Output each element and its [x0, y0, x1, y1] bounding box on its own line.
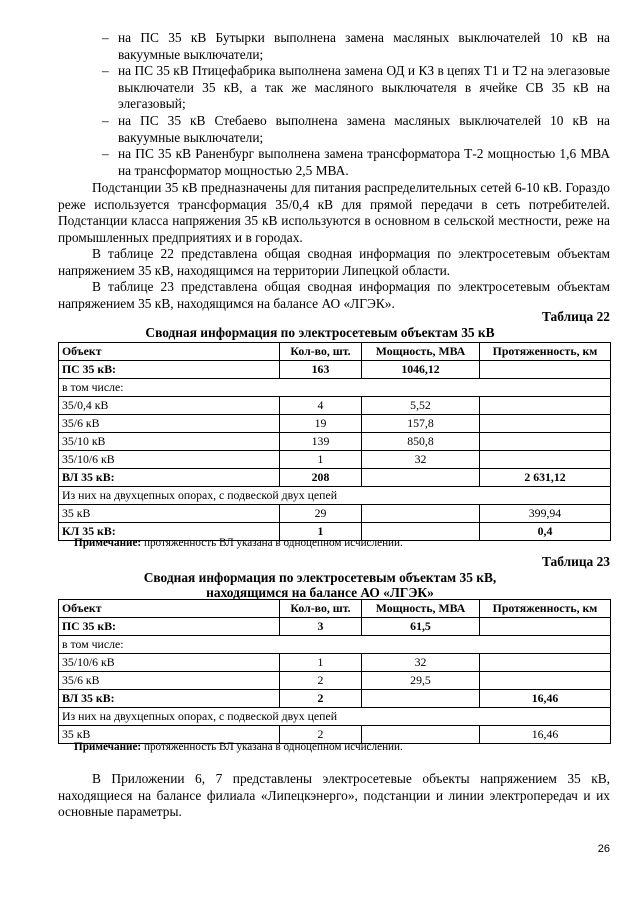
table-cell: 2 — [280, 672, 362, 690]
table-cell: 61,5 — [362, 618, 480, 636]
table-cell — [480, 618, 611, 636]
table-cell: 19 — [280, 415, 362, 433]
bullet-item: – на ПС 35 кВ Бутырки выполнена замена масляных выключателей 10 кВ на вакуумные выключатели; — [102, 30, 610, 62]
bullet-item: – на ПС 35 кВ Раненбург выполнена замена трансформатора Т-2 мощностью 1,6 МВА на трансформатор мощностью 2,5 МВА. — [102, 146, 610, 178]
table-cell — [480, 397, 611, 415]
table-row — [59, 469, 611, 487]
table-cell: в том числе: — [59, 379, 611, 397]
bullet-item: – на ПС 35 кВ Стебаево выполнена замена масляных выключателей 10 кВ на вакуумные выключатели; — [102, 112, 610, 145]
table-cell: 35/6 кВ — [59, 415, 280, 433]
bullet-text: на ПС 35 кВ Раненбург выполнена замена трансформатора Т-2 мощностью 1,6 МВА на трансформатор мощностью 2,5 МВА. — [118, 146, 610, 178]
table-row — [59, 451, 611, 469]
table-row — [59, 487, 611, 505]
table-cell: 1 — [280, 654, 362, 672]
table22-label: Таблица 22 — [541, 309, 610, 324]
table23-note — [74, 741, 403, 753]
note-label: Примечание: — [74, 741, 142, 753]
table-cell: 35/10/6 кВ — [59, 451, 280, 469]
table-cell: 35/0,4 кВ — [59, 397, 280, 415]
table-row — [59, 618, 611, 636]
bullet-text: на ПС 35 кВ Бутырки выполнена замена масляных выключателей 10 кВ на вакуумные выключатели; — [118, 30, 610, 62]
table-row — [59, 433, 611, 451]
table-cell: 2 — [280, 726, 362, 744]
table-cell: Из них на двухцепных опорах, с подвеской двух цепей — [59, 708, 611, 726]
table-cell: 850,8 — [362, 433, 480, 451]
table-cell: 35 кВ — [59, 505, 280, 523]
table-cell: 35/10/6 кВ — [59, 654, 280, 672]
column-header: Протяженность, км — [480, 600, 611, 618]
bullet-list — [58, 30, 610, 179]
table23-title-line2: находящимся на балансе АО «ЛГЭК» — [206, 585, 434, 600]
table22-note — [74, 537, 403, 549]
column-header: Кол-во, шт. — [280, 343, 362, 361]
table-cell: Из них на двухцепных опорах, с подвеской двух цепей — [59, 487, 611, 505]
table-cell: 1 — [280, 451, 362, 469]
table-cell: 2 — [280, 690, 362, 708]
table-cell: КЛ 35 кВ: — [59, 523, 280, 541]
table-cell: 35 кВ — [59, 726, 280, 744]
table22-title: Сводная информация по электросетевым объектам 35 кВ — [145, 325, 495, 340]
paragraph-table23-intro: В таблице 23 представлена общая сводная информация по электросетевым объектам напряжением 35 кВ, находящимся на балансе АО «ЛГЭК». — [58, 279, 610, 311]
table-cell: 29,5 — [362, 672, 480, 690]
table-cell: ПС 35 кВ: — [59, 361, 280, 379]
table-cell: 4 — [280, 397, 362, 415]
table-cell: 5,52 — [362, 397, 480, 415]
table-cell: ПС 35 кВ: — [59, 618, 280, 636]
table-row — [59, 654, 611, 672]
table-cell: ВЛ 35 кВ: — [59, 690, 280, 708]
column-header: Мощность, МВА — [362, 343, 480, 361]
table22 — [58, 342, 611, 541]
table-cell — [362, 469, 480, 487]
table-row — [59, 379, 611, 397]
table-cell — [480, 415, 611, 433]
table23-label: Таблица 23 — [541, 554, 610, 569]
note-label: Примечание: — [74, 537, 142, 549]
column-header: Объект — [59, 600, 280, 618]
table-cell — [480, 451, 611, 469]
table-cell: 16,46 — [480, 726, 611, 744]
column-header: Кол-во, шт. — [280, 600, 362, 618]
table-row — [59, 415, 611, 433]
table-cell: 3 — [280, 618, 362, 636]
note-text: протяженность ВЛ указана в одноцепном исчислении. — [141, 741, 403, 753]
table-cell: 157,8 — [362, 415, 480, 433]
table-cell: 163 — [280, 361, 362, 379]
table-row — [59, 636, 611, 654]
table-row — [59, 397, 611, 415]
column-header: Протяженность, км — [480, 343, 611, 361]
table-row — [59, 708, 611, 726]
table-cell: 2 631,12 — [480, 469, 611, 487]
bullet-text: на ПС 35 кВ Стебаево выполнена замена масляных выключателей 10 кВ на вакуумные выключатели; — [118, 112, 610, 145]
table-cell: 1 — [280, 523, 362, 541]
table-cell — [480, 654, 611, 672]
column-header: Мощность, МВА — [362, 600, 480, 618]
table-cell: ВЛ 35 кВ: — [59, 469, 280, 487]
table-cell — [362, 690, 480, 708]
table-row — [59, 672, 611, 690]
table-row — [59, 505, 611, 523]
table-cell: 139 — [280, 433, 362, 451]
table23-title-line1: Сводная информация по электросетевым объектам 35 кВ, — [143, 570, 497, 585]
note-text: протяженность ВЛ указана в одноцепном исчислении. — [141, 537, 403, 549]
table-cell: 29 — [280, 505, 362, 523]
table-cell — [480, 433, 611, 451]
table-cell — [362, 505, 480, 523]
paragraph-substations: Подстанции 35 кВ предназначены для питания распределительных сетей 6-10 кВ. Гораздо реже используется трансформация 35/0,4 кВ для прямой передачи в сеть потребителей. Подстанции класса напряжения 35 кВ используются в основном в сельской местности, реже на промышленных предприятиях и в городах. — [58, 180, 610, 245]
table-cell: в том числе: — [59, 636, 611, 654]
table23 — [58, 599, 611, 744]
table-cell: 32 — [362, 451, 480, 469]
table-row — [59, 690, 611, 708]
table-row — [59, 361, 611, 379]
table-cell: 1046,12 — [362, 361, 480, 379]
bullet-text: на ПС 35 кВ Птицефабрика выполнена замена ОД и КЗ в цепях Т1 и Т2 на элегазовые выключатели 35 кВ, а так же масляного выключателя в ячейке СВ 35 кВ на элегазовый; — [118, 63, 610, 112]
table-cell: 0,4 — [480, 523, 611, 541]
page-number: 26 — [597, 843, 610, 855]
table-cell: 16,46 — [480, 690, 611, 708]
table-cell: 35/6 кВ — [59, 672, 280, 690]
table-cell: 208 — [280, 469, 362, 487]
bullet-item: – на ПС 35 кВ Птицефабрика выполнена замена ОД и КЗ в цепях Т1 и Т2 на элегазовые выключатели 35 кВ, а так же масляного выключателя в ячейке СВ 35 кВ на элегазовый; — [102, 63, 610, 112]
paragraph-appendix: В Приложении 6, 7 представлены электросетевые объекты напряжением 35 кВ, находящиеся на балансе филиала «Липецкэнерго», подстанции и линии электропередач и их основные параметры. — [58, 771, 610, 820]
table-cell — [480, 361, 611, 379]
paragraph-table22-intro: В таблице 22 представлена общая сводная информация по электросетевым объектам напряжением 35 кВ, находящимся на территории Липецкой области. — [58, 246, 610, 278]
table-cell — [480, 672, 611, 690]
table-cell: 399,94 — [480, 505, 611, 523]
table-cell: 35/10 кВ — [59, 433, 280, 451]
column-header: Объект — [59, 343, 280, 361]
table-cell: 32 — [362, 654, 480, 672]
